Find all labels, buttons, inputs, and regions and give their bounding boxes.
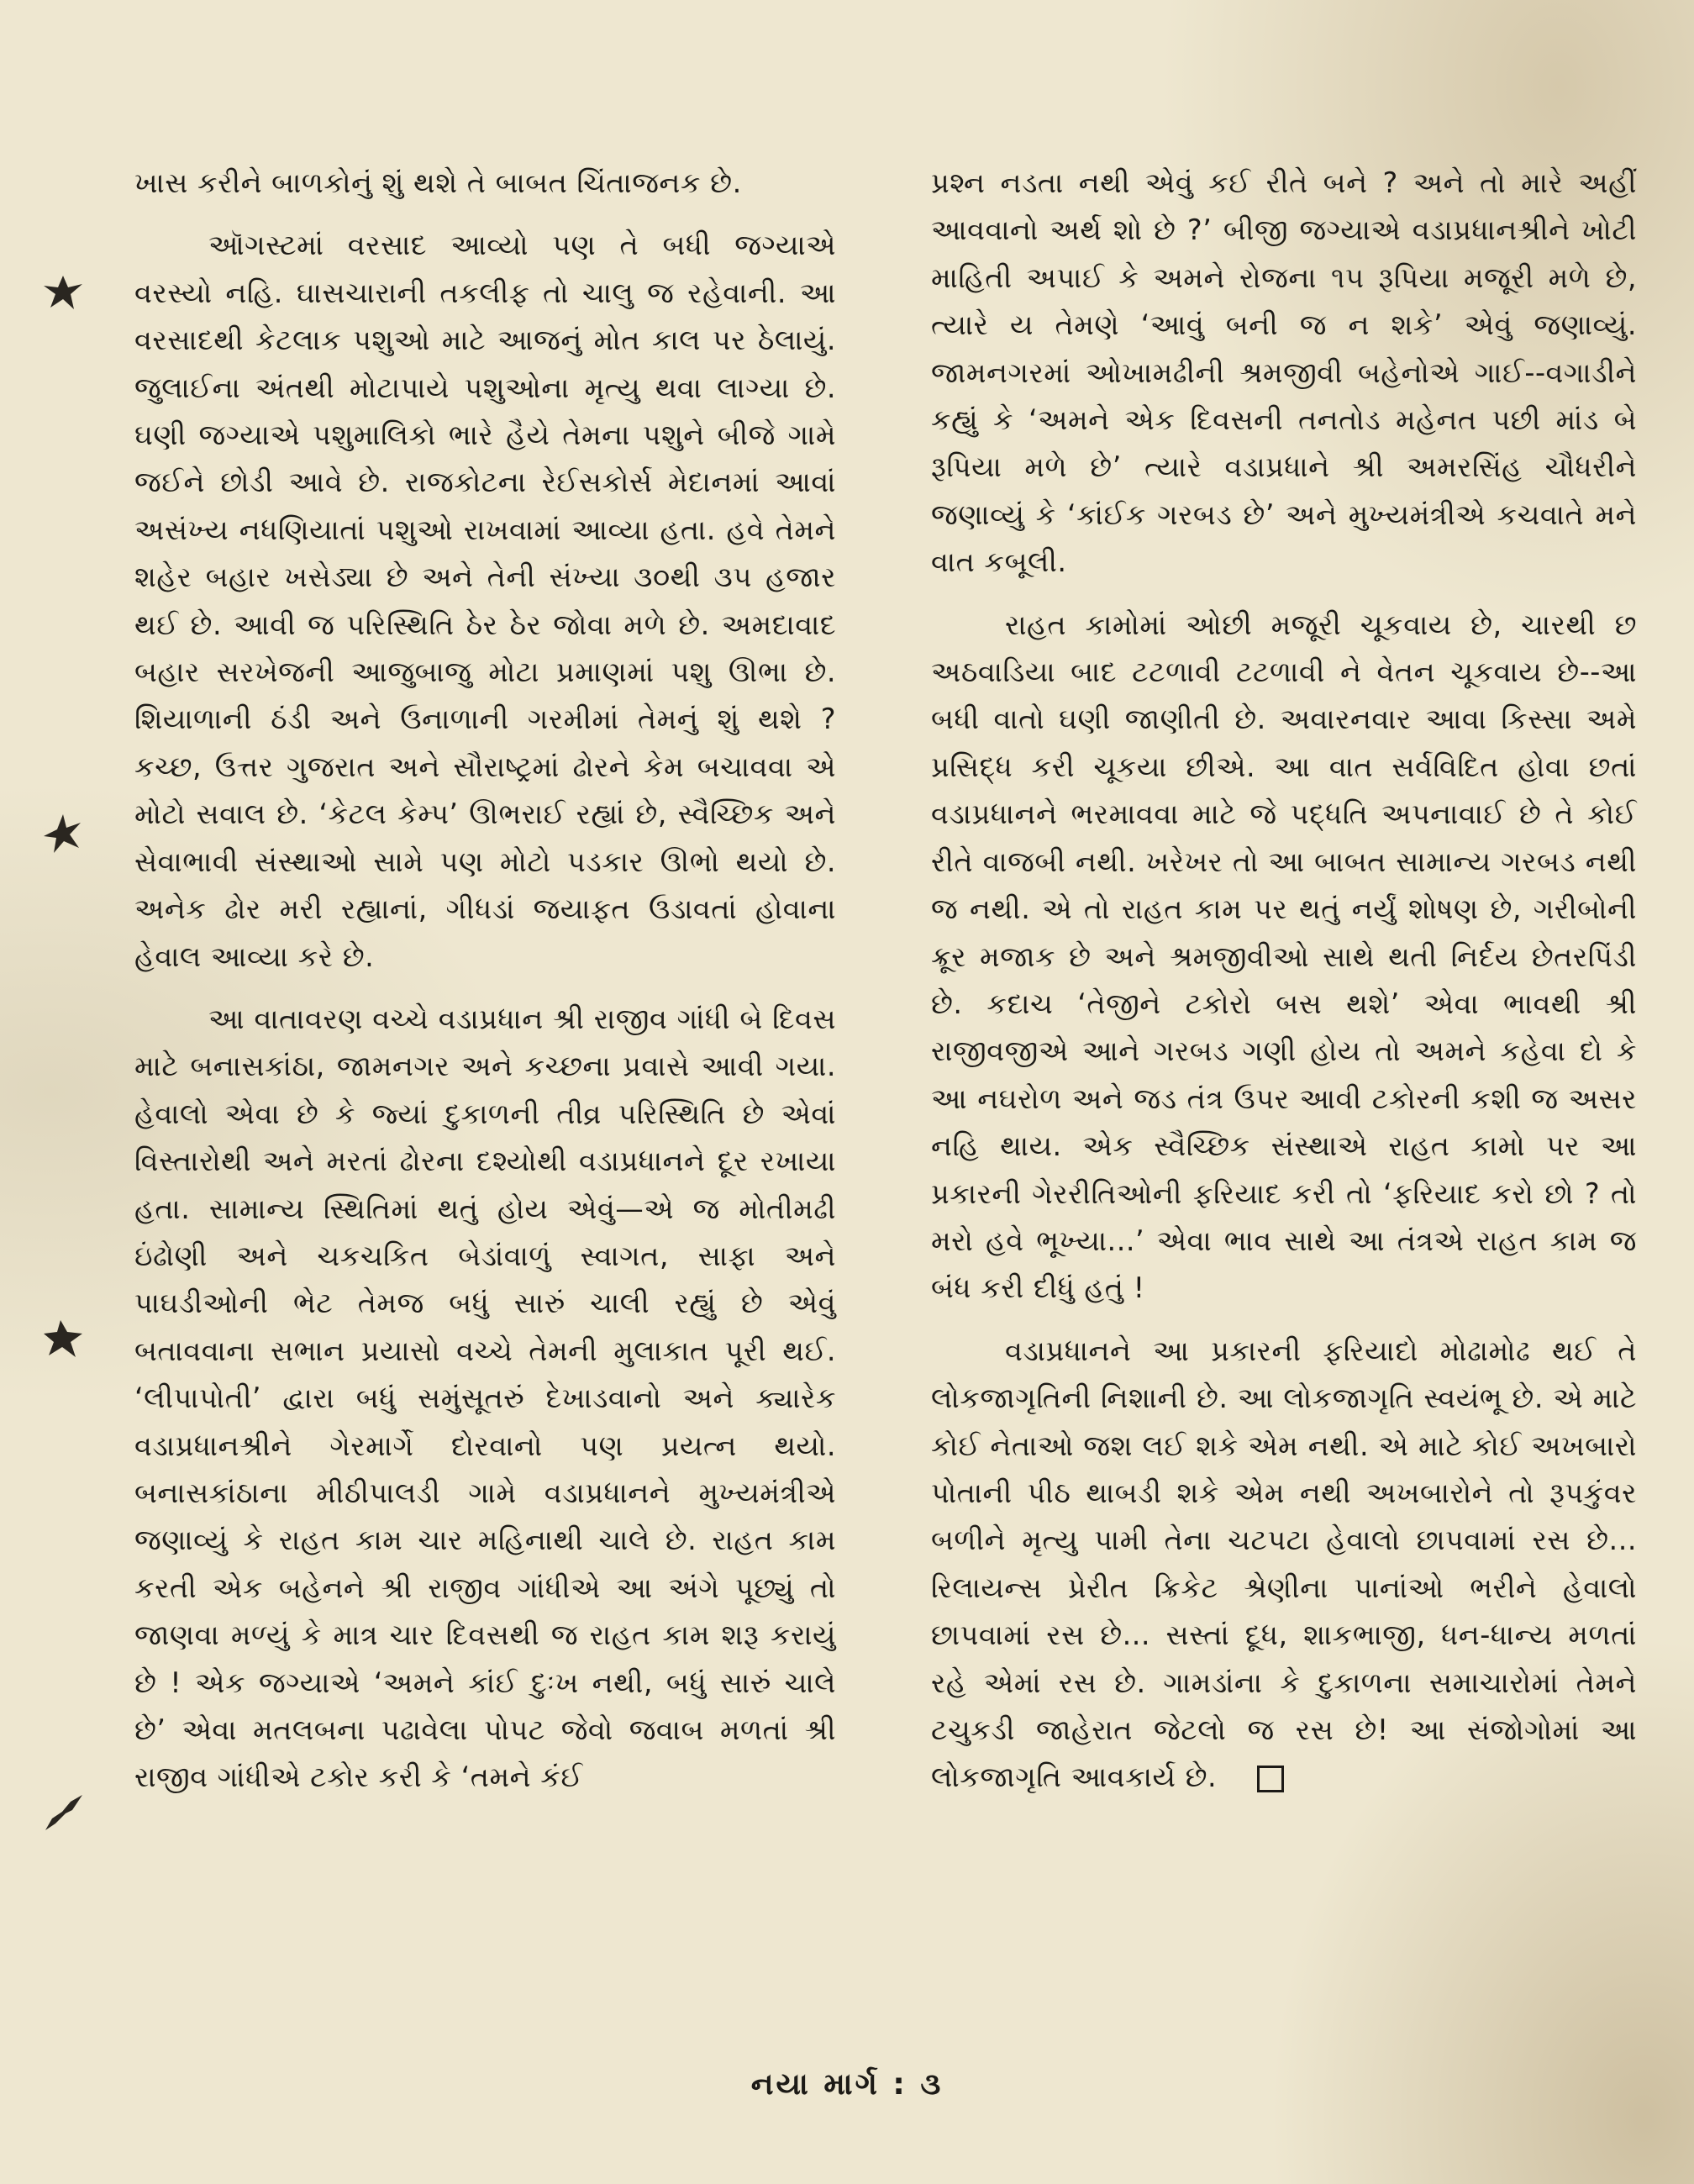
- end-of-article-mark: [1257, 1766, 1284, 1792]
- binding-hole-mark: [40, 811, 86, 856]
- right-column: [931, 160, 1637, 1802]
- article-paragraph-final: [931, 1328, 1637, 1802]
- binding-hole-mark: [40, 1315, 86, 1360]
- article-paragraph-text: વડાપ્રધાનને આ પ્રકારની ફરિયાદો મોઢામોઢ થઈ તે લોકજાગૃતિની નિશાની છે. આ લોકજાગૃતિ સ્વયંભૂ છે. એ માટે કોઈ નેતાઓ જશ લઈ શકે એમ નથી. એ માટે કોઈ અખબારો પોતાની પીઠ થાબડી શકે એમ નથી અખબારોને તો રૂપકુંવર બળીને મૃત્યુ પામી તેના ચટપટા હેવાલો છાપવામાં રસ છે... રિલાયન્સ પ્રેરીત ક્રિકેટ શ્રેણીના પાનાંઓ ભરીને હેવાલો છાપવામાં રસ છે... સસ્તાં દૂધ, શાકભાજી, ધન-ધાન્ય મળતાં રહે એમાં રસ છે. ગામડાંના કે દુકાળના સમાચારોમાં તેમને ટચુકડી જાહેરાત જેટલો જ રસ છે! આ સંજોગોમાં આ લોકજાગૃતિ આવકાર્ય છે.: [931, 1334, 1637, 1794]
- article-paragraph: ખાસ કરીને બાળકોનું શું થશે તે બાબત ચિંતાજનક છે.: [134, 166, 742, 199]
- binding-hole-mark: [40, 269, 86, 314]
- left-column: [134, 160, 836, 1802]
- binding-hole-mark: [40, 1790, 86, 1835]
- article-paragraph: પ્રશ્ન નડતા નથી એવું કઈ રીતે બને ? અને તો મારે અહીં આવવાનો અર્થ શો છે ?’ બીજી જગ્યાએ વડાપ્રધાનશ્રીને ખોટી માહિતી અપાઈ કે અમને રોજના ૧૫ રૂપિયા મજૂરી મળે છે, ત્યારે ય તેમણે ‘આવું બની જ ન શકે’ એવું જણાવ્યું. જામનગરમાં ઓખામઢીની શ્રમજીવી બહેનોએ ગાઈ--વગાડીને કહ્યું કે ‘અમને એક દિવસની તનતોડ મહેનત પછી માંડ બે રૂપિયા મળે છે’ ત્યારે વડાપ્રધાને શ્રી અમરસિંહ ચૌધરીને જણાવ્યું કે ‘કાંઈક ગરબડ છે’ અને મુખ્યમંત્રીએ કચવાતે મને વાત કબૂલી.: [931, 166, 1637, 579]
- page-footer: નયા માર્ગ : ૩: [750, 2067, 944, 2102]
- article-paragraph: ઑગસ્ટમાં વરસાદ આવ્યો પણ તે બધી જગ્યાએ વરસ્યો નહિ. ઘાસચારાની તકલીફ તો ચાલુ જ રહેવાની. આ વરસાદથી કેટલાક પશુઓ માટે આજનું મોત કાલ પર ઠેલાયું. જુલાઈના અંતથી મોટાપાયે પશુઓના મૃત્યુ થવા લાગ્યા છે. ઘણી જગ્યાએ પશુમાલિકો ભારે હૈયે તેમના પશુને બીજે ગામે જઈને છોડી આવે છે. રાજકોટના રેઈસકોર્સ મેદાનમાં આવાં અસંખ્ય નધણિયાતાં પશુઓ રાખવામાં આવ્યા હતા. હવે તેમને શહેર બહાર ખસેડ્યા છે અને તેની સંખ્યા ૩૦થી ૩૫ હજાર થઈ છે. આવી જ પરિસ્થિતિ ઠેર ઠેર જોવા મળે છે. અમદાવાદ બહાર સરખેજની આજુબાજુ મોટા પ્રમાણમાં પશુ ઊભા છે. શિયાળાની ઠંડી અને ઉનાળાની ગરમીમાં તેમનું શું થશે ? કચ્છ, ઉત્તર ગુજરાત અને સૌરાષ્ટ્રમાં ઢોરને કેમ બચાવવા એ મોટો સવાલ છે. ‘કેટલ કેમ્પ’ ઊભરાઈ રહ્યાં છે, સ્વૈચ્છિક અને સેવાભાવી સંસ્થાઓ સામે પણ મોટો પડકાર ઊભો થયો છે. અનેક ઢોર મરી રહ્યાનાં, ગીધડાં જયાફત ઉડાવતાં હોવાના હેવાલ આવ્યા કરે છે.: [134, 229, 836, 973]
- article-paragraph: રાહત કામોમાં ઓછી મજૂરી ચૂકવાય છે, ચારથી છ અઠવાડિયા બાદ ટટળાવી ટટળાવી ને વેતન ચૂકવાય છે--આ બધી વાતો ઘણી જાણીતી છે. અવારનવાર આવા કિસ્સા અમે પ્રસિદ્ધ કરી ચૂકયા છીએ. આ વાત સર્વવિદિત હોવા છતાં વડાપ્રધાનને ભરમાવવા માટે જે પદ્ધતિ અપનાવાઈ છે તે કોઈ રીતે વાજબી નથી. ખરેખર તો આ બાબત સામાન્ય ગરબડ નથી જ નથી. એ તો રાહત કામ પર થતું નર્યું શોષણ છે, ગરીબોની ક્રૂર મજાક છે અને શ્રમજીવીઓ સાથે થતી નિર્દય છેતરપિંડી છે. કદાચ ‘તેજીને ટકોરો બસ થશે’ એવા ભાવથી શ્રી રાજીવજીએ આને ગરબડ ગણી હોય તો અમને કહેવા દો કે આ નઘરોળ અને જડ તંત્ર ઉપર આવી ટકોરની કશી જ અસર નહિ થાય. એક સ્વૈચ્છિક સંસ્થાએ રાહત કામો પર આ પ્રકારની ગેરરીતિઓની ફરિયાદ કરી તો ‘ફરિયાદ કરો છો ? તો મરો હવે ભૂખ્યા...’ એવા ભાવ સાથે આ તંત્રએ રાહત કામ જ બંધ કરી દીધું હતું !: [931, 608, 1637, 1305]
- article-paragraph: આ વાતાવરણ વચ્ચે વડાપ્રધાન શ્રી રાજીવ ગાંધી બે દિવસ માટે બનાસકાંઠા, જામનગર અને કચ્છના પ્રવાસે આવી ગયા. હેવાલો એવા છે કે જ્યાં દુકાળની તીવ્ર પરિસ્થિતિ છે એવાં વિસ્તારોથી અને મરતાં ઢોરના દશ્યોથી વડાપ્રધાનને દૂર રખાયા હતા. સામાન્ય સ્થિતિમાં થતું હોય એવું—એ જ મોતીમઢી ઇંઢોણી અને ચકચકિત બેડાંવાળું સ્વાગત, સાફા અને પાઘડીઓની ભેટ તેમજ બધું સારું ચાલી રહ્યું છે એવું બતાવવાના સભાન પ્રયાસો વચ્ચે તેમની મુલાકાત પૂરી થઈ. ‘લીપાપોતી’ દ્વારા બધું સમુંસૂતરું દેખાડવાનો અને ક્યારેક વડાપ્રધાનશ્રીને ગેરમાર્ગે દોરવાનો પણ પ્રયત્ન થયો. બનાસકાંઠાના મીઠીપાલડી ગામે વડાપ્રધાનને મુખ્યમંત્રીએ જણાવ્યું કે રાહત કામ ચાર મહિનાથી ચાલે છે. રાહત કામ કરતી એક બહેનને શ્રી રાજીવ ગાંધીએ આ અંગે પૂછ્યું તો જાણવા મળ્યું કે માત્ર ચાર દિવસથી જ રાહત કામ શરૂ કરાયું છે ! એક જગ્યાએ ‘અમને કાંઈ દુઃખ નથી, બધું સારું ચાલે છે’ એવા મતલબના પઢાવેલા પોપટ જેવો જવાબ મળતાં શ્રી રાજીવ ગાંધીએ ટકોર કરી કે ‘તમને કંઈ: [134, 1002, 836, 1794]
